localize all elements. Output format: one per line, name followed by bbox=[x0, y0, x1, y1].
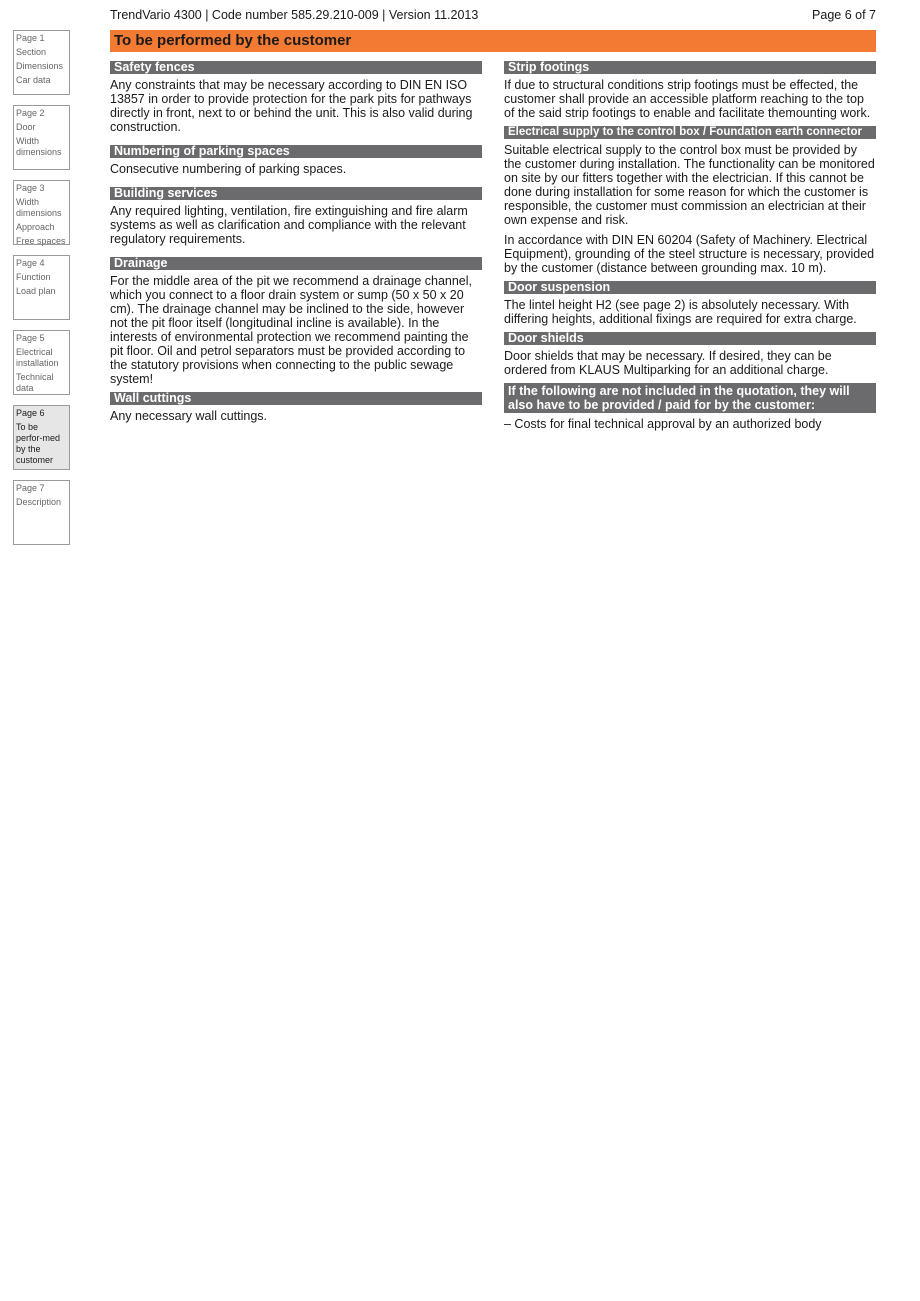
nav-page-label: Page 2 bbox=[16, 108, 45, 118]
section-text-building-services: Any required lighting, ventilation, fire extinguishing and fire alarm systems as well as clarification and compliance with the relevant regulatory requirements. bbox=[110, 204, 468, 246]
section-heading-strip-footings: Strip footings bbox=[504, 61, 876, 74]
nav-page-4[interactable] bbox=[13, 255, 70, 320]
nav-page-label: Page 3 bbox=[16, 183, 45, 193]
nav-page-label: Page 1 bbox=[16, 33, 45, 43]
left-column bbox=[110, 61, 482, 429]
nav-page-2[interactable] bbox=[13, 105, 70, 170]
section-heading-building-services: Building services bbox=[110, 187, 482, 200]
page-title: To be performed by the customer bbox=[110, 30, 876, 52]
section-heading-door-suspension: Door suspension bbox=[504, 281, 876, 294]
nav-item: Width dimensions bbox=[16, 197, 62, 218]
nav-item: Free spaces bbox=[16, 236, 66, 246]
document-info: TrendVario 4300 | Code number 585.29.210-009 | Version 11.2013 bbox=[110, 8, 479, 22]
section-heading-electrical-supply: Electrical supply to the control box / Foundation earth connector bbox=[504, 126, 876, 139]
nav-page-6-current[interactable] bbox=[13, 405, 70, 470]
section-heading-not-included: If the following are not included in the quotation, they will also have to be provided / paid for by the customer: bbox=[504, 383, 876, 413]
section-text-grounding: In accordance with DIN EN 60204 (Safety of Machinery. Electrical Equipment), grounding of the steel structure is necessary, provided by the customer (distance between grounding max. 10 m). bbox=[504, 233, 875, 275]
section-heading-drainage: Drainage bbox=[110, 257, 482, 270]
nav-page-5[interactable] bbox=[13, 330, 70, 395]
nav-page-7[interactable] bbox=[13, 480, 70, 545]
nav-page-1[interactable] bbox=[13, 30, 70, 95]
nav-item: Dimensions bbox=[16, 61, 64, 71]
nav-item: Description bbox=[16, 497, 62, 507]
nav-page-label: Page 5 bbox=[16, 333, 45, 343]
right-column bbox=[504, 61, 876, 437]
section-text-drainage: For the middle area of the pit we recommend a drainage channel, which you connect to a floor drain system or sump (50 x 50 x 20 cm). The drainage channel may be inclined to the side, however not the pit floor itself (longitudinal incline is available). In the interests of environmental protection we recommend painting the pit floor. Oil and petrol separators must be provided according to the statutory provisions when connecting to the public sewage system! bbox=[110, 274, 473, 386]
nav-item: Door bbox=[16, 122, 36, 132]
nav-item: Approach bbox=[16, 222, 55, 232]
section-text-electrical-supply: Suitable electrical supply to the control box must be provided by the customer during installation. The functionality can be monitored on site by our fitters together with the electrician. If this cannot be done during installation for some reason for which the customer is responsible, the customer must commission an electrician at their own expense and risk. bbox=[504, 143, 875, 227]
section-text-safety-fences: Any constraints that may be necessary according to DIN EN ISO 13857 in order to provide protection for the park pits for pathways directly in front, next to or behind the unit. This is also valid during construction. bbox=[110, 78, 473, 134]
section-heading-wall-cuttings: Wall cuttings bbox=[110, 392, 482, 405]
nav-item: To be perfor-med by the customer bbox=[16, 422, 61, 465]
nav-page-label: Page 6 bbox=[16, 408, 45, 418]
section-heading-safety-fences: Safety fences bbox=[110, 61, 482, 74]
nav-page-3[interactable] bbox=[13, 180, 70, 245]
page-navigation bbox=[13, 30, 70, 555]
nav-item: Width dimensions bbox=[16, 136, 62, 157]
section-text-numbering: Consecutive numbering of parking spaces. bbox=[110, 162, 347, 176]
section-text-not-included: – Costs for final technical approval by an authorized body bbox=[504, 417, 822, 431]
section-text-door-suspension: The lintel height H2 (see page 2) is absolutely necessary. With differing heights, additional fixings are required for extra charge. bbox=[504, 298, 857, 326]
nav-item: Car data bbox=[16, 75, 51, 85]
nav-item: Electrical installation bbox=[16, 347, 59, 368]
nav-item: Load plan bbox=[16, 286, 56, 296]
section-text-wall-cuttings: Any necessary wall cuttings. bbox=[110, 409, 268, 423]
page-indicator: Page 6 of 7 bbox=[812, 8, 876, 22]
nav-item: Section bbox=[16, 47, 47, 57]
nav-page-label: Page 4 bbox=[16, 258, 45, 268]
section-text-door-shields: Door shields that may be necessary. If desired, they can be ordered from KLAUS Multiparking for an additional charge. bbox=[504, 349, 832, 377]
section-heading-door-shields: Door shields bbox=[504, 332, 876, 345]
section-text-strip-footings: If due to structural conditions strip footings must be effected, the customer shall provide an accessible platform reaching to the top of the said strip footings to enable and facilitate themounting work. bbox=[504, 78, 871, 120]
section-heading-numbering: Numbering of parking spaces bbox=[110, 145, 482, 158]
nav-item: Function bbox=[16, 272, 51, 282]
nav-page-label: Page 7 bbox=[16, 483, 45, 493]
nav-item: Technical data bbox=[16, 372, 54, 393]
